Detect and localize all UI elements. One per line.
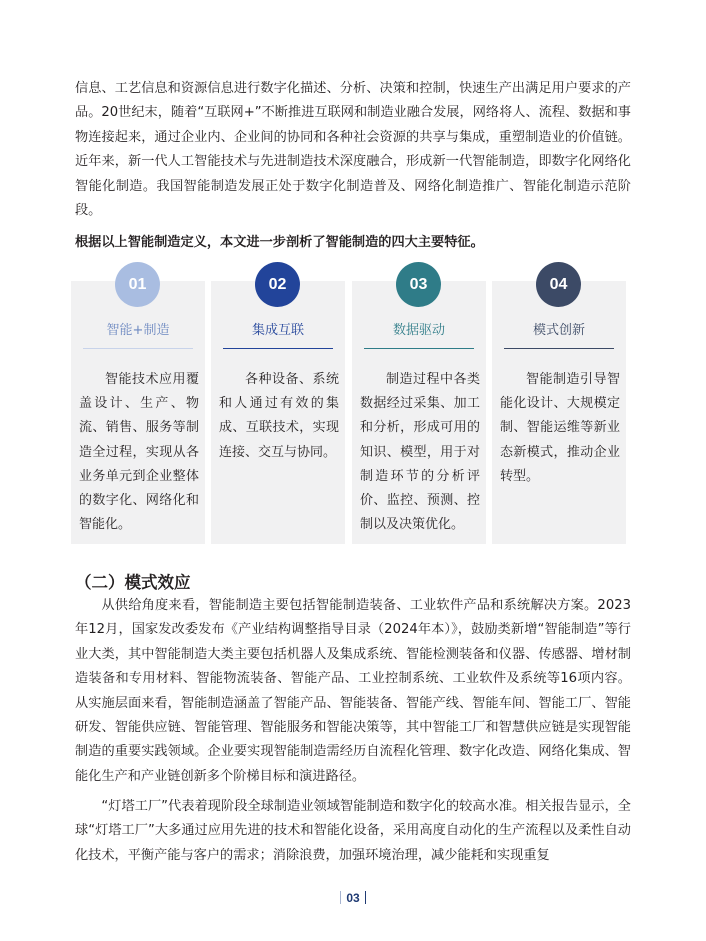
card-number-badge: 02 xyxy=(255,262,300,307)
page-footer xyxy=(0,891,706,905)
card-title: 模式创新 xyxy=(532,323,585,338)
feature-card-3 xyxy=(352,276,486,544)
body-paragraph-2: “灯塔工厂”代表着现阶段全球制造业领域智能制造和数字化的较高水准。相关报告显示，全球“灯塔工厂”大多通过应用先进的技术和智能化设备，采用高度自动化的生产流程以及柔性自动化技术，平衡产能与客户的需求；消除浪费，加强环境治理，减少能耗和实现重复 xyxy=(75,799,631,863)
card-title: 智能+制造 xyxy=(106,323,170,338)
page-number: 03 xyxy=(346,891,360,905)
feature-card-4 xyxy=(492,276,626,544)
footer-divider-right xyxy=(365,891,367,904)
body-paragraph-1: 从供给角度来看，智能制造主要包括智能制造装备、工业软件产品和系统解决方案。2023年12月，国家发改委发布《产业结构调整指导目录（2024年本）》，鼓励类新增“智能制造”等行业大类，其中智能制造大类主要包括机器人及集成系统、智能检测装备和仪器、传感器、增材制造装备和专用材料、智能物流装备、智能产品、工业控制系统、工业软件及系统等16项内容。从实施层面来看，智能制造涵盖了智能产品、智能装备、智能产线、智能车间、智能工厂、智能研发、智能供应链、智能管理、智能服务和智能决策等，其中智能工厂和智慧供应链是实现智能制造的重要实践领域。企业要实现智能制造需经历自流程化管理、数字化改造、网络化集成、智能化生产和产业链创新多个阶梯目标和演进路径。 xyxy=(75,598,631,784)
card-number-badge: 04 xyxy=(536,262,581,307)
lead-sentence: 根据以上智能制造定义，本文进一步剖析了智能制造的四大主要特征。 xyxy=(75,235,484,250)
section-heading: （二）模式效应 xyxy=(75,573,191,592)
card-body: 智能制造引导智能化设计、大规模定制、智能运维等新业态新模式，推动企业转型。 xyxy=(500,372,620,484)
card-divider xyxy=(504,348,614,349)
card-number-badge: 01 xyxy=(115,262,160,307)
card-title: 数据驱动 xyxy=(392,323,445,338)
card-title: 集成互联 xyxy=(251,323,304,338)
card-number-badge: 03 xyxy=(396,262,441,307)
card-divider xyxy=(364,348,474,349)
feature-cards xyxy=(71,262,627,544)
feature-card-2 xyxy=(211,276,345,544)
footer-divider-left xyxy=(340,891,342,904)
intro-paragraph: 信息、工艺信息和资源信息进行数字化描述、分析、决策和控制，快速生产出满足用户要求的产品。20世纪末，随着“互联网+”不断推进互联网和制造业融合发展，网络将人、流程、数据和事物连接起来，通过企业内、企业间的协同和各种社会资源的共享与集成，重塑制造业的价值链。近年来，新一代人工智能技术与先进制造技术深度融合，形成新一代智能制造，即数字化网络化智能化制造。我国智能制造发展正处于数字化制造普及、网络化制造推广、智能化制造示范阶段。 xyxy=(75,81,631,219)
card-body: 智能技术应用覆盖设计、生产、物流、销售、服务等制造全过程，实现从各业务单元到企业整体的数字化、网络化和智能化。 xyxy=(79,372,199,533)
card-body: 各种设备、系统和人通过有效的集成、互联技术，实现连接、交互与协同。 xyxy=(219,372,339,460)
card-divider xyxy=(223,348,333,349)
card-body: 制造过程中各类数据经过采集、加工和分析，形成可用的知识、模型，用于对制造环节的分析评价、监控、预测、控制以及决策优化。 xyxy=(360,372,480,533)
card-divider xyxy=(83,348,193,349)
feature-card-1 xyxy=(71,276,205,544)
